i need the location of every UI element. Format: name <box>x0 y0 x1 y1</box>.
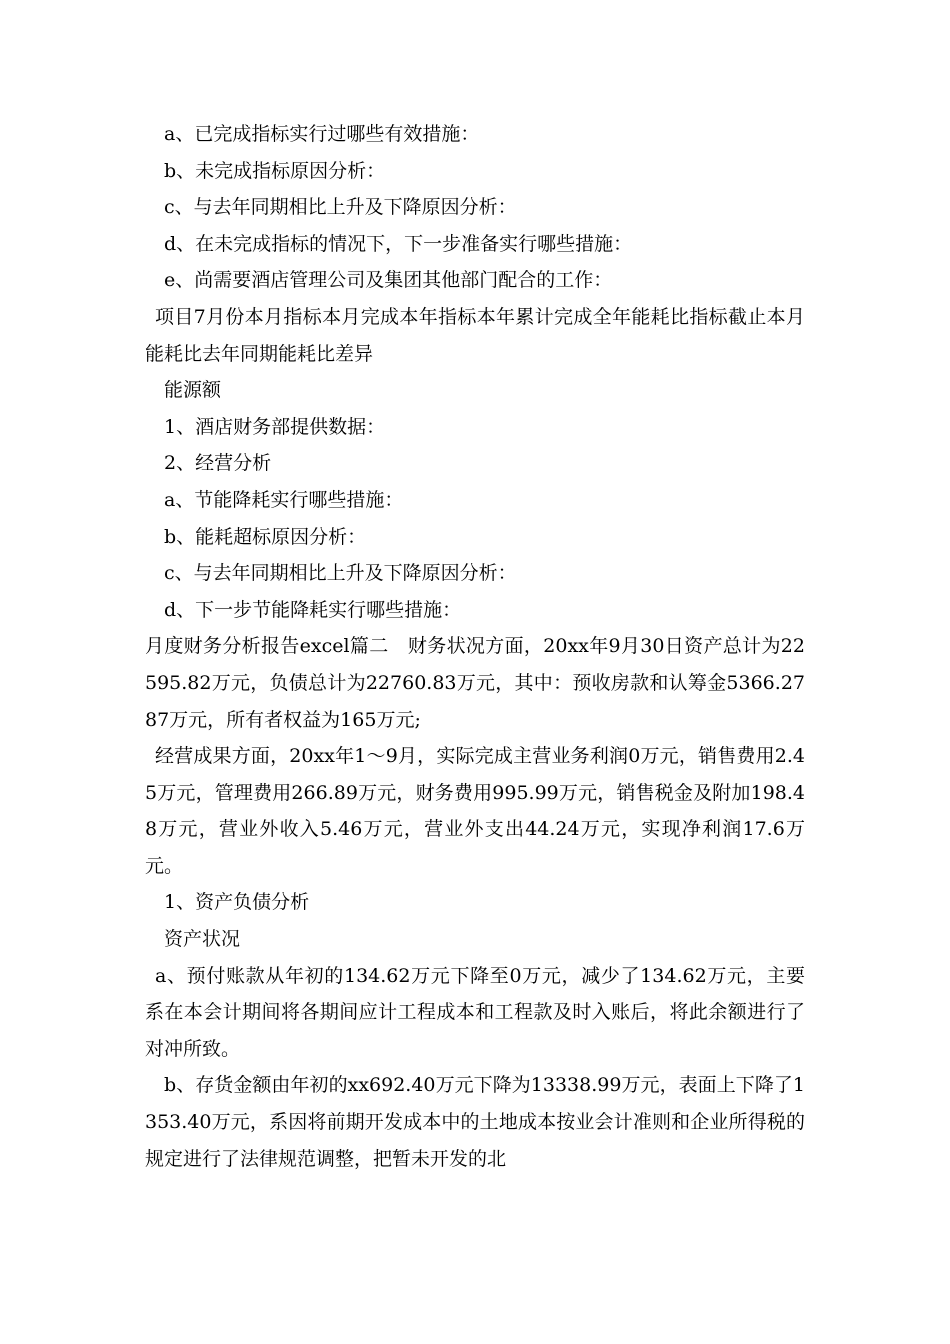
paragraph-8: 1、酒店财务部提供数据： <box>164 415 386 438</box>
paragraph-1: a、已完成指标实行过哪些有效措施： <box>164 123 480 145</box>
paragraph-18: a、预付账款从年初的134.62万元下降至0万元，减少了134.62万元，主要系在本会计期间将各期间应计工程成本和工程款及时入账后，将此余额进行了对冲所致。 <box>145 964 805 1060</box>
paragraph-13: d、下一步节能降耗实行哪些措施： <box>164 598 462 621</box>
paragraph-9: 2、经营分析 <box>164 452 272 475</box>
paragraph-7: 能源额 <box>164 379 222 402</box>
paragraph-17: 资产状况 <box>164 928 241 951</box>
paragraph-10: a、节能降耗实行哪些措施： <box>164 488 404 511</box>
paragraph-5: e、尚需要酒店管理公司及集团其他部门配合的工作： <box>164 269 613 292</box>
paragraph-19: b、存货金额由年初的xx692.40万元下降为13338.99万元，表面上下降了1353.40万元，系因将前期开发成本中的土地成本按业会计准则和企业所得税的规定进行了法律规范调整，把暂未开发的北 <box>145 1074 805 1170</box>
document-page <box>145 116 805 1177</box>
paragraph-14: 月度财务分析报告excel篇二 财务状况方面，20xx年9月30日资产总计为22595.82万元，负债总计为22760.83万元，其中：预收房款和认筹金5366.2787万元，所有者权益为165万元; <box>145 635 805 731</box>
paragraph-15: 经营成果方面，20xx年1～9月，实际完成主营业务利润0万元，销售费用2.45万元，管理费用266.89万元，财务费用995.99万元，销售税金及附加198.48万元，营业外收入5.46万元，营业外支出44.24万元，实现净利润17.6万元。 <box>145 745 805 877</box>
paragraph-2: b、未完成指标原因分析： <box>164 159 386 182</box>
paragraph-11: b、能耗超标原因分析： <box>164 525 367 548</box>
paragraph-12: c、与去年同期相比上升及下降原因分析： <box>164 562 517 585</box>
paragraph-6: 项目7月份本月指标本月完成本年指标本年累计完成全年能耗比指标截止本月能耗比去年同期能耗比差异 <box>145 305 805 365</box>
paragraph-16: 1、资产负债分析 <box>164 891 310 914</box>
paragraph-4: d、在未完成指标的情况下，下一步准备实行哪些措施： <box>164 232 633 255</box>
paragraph-3: c、与去年同期相比上升及下降原因分析： <box>164 196 517 219</box>
